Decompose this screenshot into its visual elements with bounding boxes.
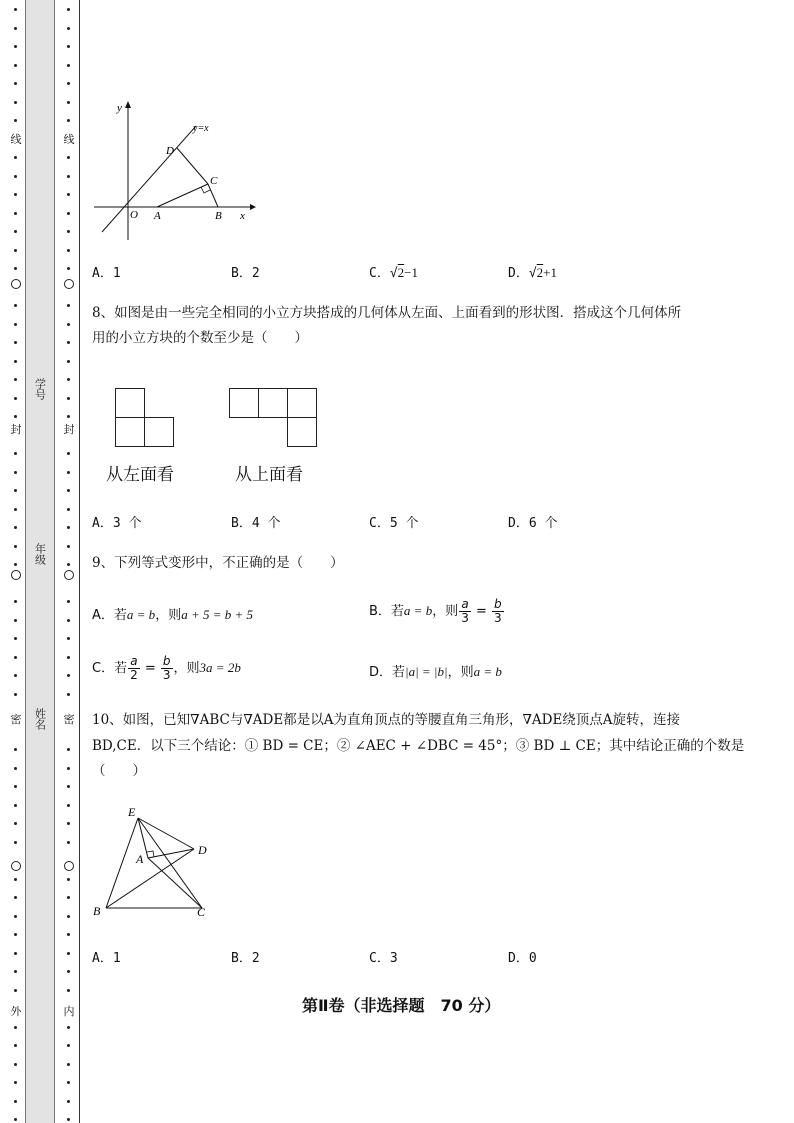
margin-dot	[14, 693, 17, 696]
margin-dot	[67, 360, 70, 363]
margin-rule	[79, 0, 80, 1123]
margin-mark: 封	[10, 423, 22, 436]
margin-dot	[14, 767, 17, 770]
margin-dot	[67, 748, 70, 751]
margin-dot	[14, 822, 17, 825]
margin-dot	[14, 600, 17, 603]
q10-stem-line3: （ ）	[92, 763, 146, 779]
q8-top-view-caption: 从上面看	[235, 465, 303, 485]
margin-dot	[67, 230, 70, 233]
student-id-label: 学号	[33, 378, 47, 400]
margin-dot	[14, 82, 17, 85]
margin-dot	[14, 915, 17, 918]
margin-mark: 密	[10, 713, 22, 726]
margin-mark: 内	[63, 1005, 75, 1018]
margin-ring-icon	[11, 279, 21, 289]
margin-dot	[67, 452, 70, 455]
margin-dot	[14, 841, 17, 844]
sqrt-icon: √	[389, 266, 398, 281]
margin-dot	[67, 1081, 70, 1084]
q10-stem-line2: BD,CE．以下三个结论：① BD = CE；② ∠AEC + ∠DBC = 45°；③ BD ⊥ CE；其中结论正确的个数是	[92, 738, 745, 754]
margin-dot	[67, 878, 70, 881]
margin-dot	[14, 101, 17, 104]
margin-dot	[67, 82, 70, 85]
margin-ring-icon	[64, 279, 74, 289]
margin-dot	[67, 378, 70, 381]
point-b-label: B	[215, 210, 222, 222]
margin-dot	[14, 619, 17, 622]
q7-option-d[interactable]: D．√2+1	[508, 265, 557, 281]
sqrt-icon: √	[528, 266, 537, 281]
margin-dot	[67, 637, 70, 640]
margin-dot	[67, 156, 70, 159]
margin-dot	[14, 378, 17, 381]
q10-option-d[interactable]: D．0	[508, 951, 537, 966]
margin-dot	[67, 619, 70, 622]
margin-dot	[67, 397, 70, 400]
margin-dot	[14, 989, 17, 992]
margin-dot	[67, 600, 70, 603]
margin-dot	[67, 989, 70, 992]
margin-ring-icon	[11, 570, 21, 580]
grade-label: 年级	[33, 543, 47, 565]
margin-dot	[14, 304, 17, 307]
margin-dot	[14, 341, 17, 344]
margin-dot	[67, 767, 70, 770]
q7-option-b[interactable]: B．2	[231, 266, 260, 281]
margin-dot	[67, 1100, 70, 1103]
margin-dot	[14, 545, 17, 548]
point-a-label: A	[154, 210, 161, 222]
margin-dot	[14, 563, 17, 566]
margin-mark: 线	[10, 133, 22, 146]
margin-dot	[14, 452, 17, 455]
point-e-label: E	[128, 805, 136, 819]
q8-left-view	[115, 388, 177, 450]
q9-option-b[interactable]: B．若a = b，则 $\frac{a}{3}$ = $\frac{b}{3}$	[369, 597, 502, 625]
q10-stem-line1: 10、如图，已知∇ABC与∇ADE都是以A为直角顶点的等腰直角三角形，∇ADE绕顶点A旋转，连接	[92, 712, 681, 728]
margin-dot	[14, 674, 17, 677]
margin-dot	[14, 230, 17, 233]
margin-dot	[14, 175, 17, 178]
margin-dot	[14, 526, 17, 529]
margin-ring-icon	[64, 861, 74, 871]
margin-mark: 封	[63, 423, 75, 436]
q10-triangle-figure	[92, 804, 222, 922]
margin-dot	[14, 1044, 17, 1047]
margin-dot	[67, 804, 70, 807]
margin-dot	[67, 841, 70, 844]
q8-option-c[interactable]: C．5 个	[369, 516, 419, 531]
margin-dot	[67, 526, 70, 529]
margin-dot	[14, 952, 17, 955]
margin-dot	[67, 785, 70, 788]
margin-dot	[14, 397, 17, 400]
q8-option-b[interactable]: B．4 个	[231, 516, 281, 531]
margin-dot	[67, 64, 70, 67]
margin-mark: 线	[63, 133, 75, 146]
q8-top-view	[229, 388, 321, 450]
margin-dot	[14, 193, 17, 196]
margin-dot	[14, 1081, 17, 1084]
margin-dot	[67, 27, 70, 30]
q10-option-a[interactable]: A．1	[92, 951, 121, 966]
q10-option-c[interactable]: C．3	[369, 951, 398, 966]
q7-option-a[interactable]: A．1	[92, 266, 121, 281]
q8-option-a[interactable]: A．3 个	[92, 516, 142, 531]
margin-dot	[67, 822, 70, 825]
margin-dot	[14, 637, 17, 640]
q7-coordinate-figure	[92, 96, 262, 246]
margin-dot	[67, 1063, 70, 1066]
inner-dot-column	[63, 0, 75, 1123]
q7-option-c[interactable]: C．√2−1	[369, 265, 418, 281]
margin-dot	[67, 175, 70, 178]
margin-dot	[14, 212, 17, 215]
margin-dot	[67, 304, 70, 307]
point-d-label: D	[166, 145, 174, 157]
margin-dot	[67, 341, 70, 344]
margin-dot	[14, 156, 17, 159]
margin-dot	[67, 896, 70, 899]
margin-dot	[14, 1100, 17, 1103]
margin-dot	[14, 249, 17, 252]
margin-dot	[14, 656, 17, 659]
margin-dot	[67, 1026, 70, 1029]
margin-dot	[67, 415, 70, 418]
section-title: 第Ⅱ卷（非选择题 70 分）	[302, 996, 501, 1015]
margin-dot	[67, 8, 70, 11]
margin-dot	[67, 119, 70, 122]
x-axis-label: x	[240, 210, 245, 222]
margin-dot	[67, 970, 70, 973]
margin-dot	[14, 748, 17, 751]
line-label: y=x	[193, 123, 209, 134]
point-c-label: C	[197, 905, 206, 919]
margin-dot	[14, 785, 17, 788]
q9-option-a[interactable]: A．若a = b，则a + 5 = b + 5	[92, 607, 254, 623]
y-axis-label: y	[117, 102, 122, 114]
margin-dot	[14, 119, 17, 122]
margin-dot	[14, 878, 17, 881]
margin-dot	[14, 323, 17, 326]
q10-option-b[interactable]: B．2	[231, 951, 260, 966]
q9-stem: 9、下列等式变形中，不正确的是（ ）	[92, 555, 344, 571]
point-b-label: B	[93, 904, 101, 918]
point-c-label: C	[210, 175, 218, 187]
q9-option-c[interactable]: C．若 $\frac{a}{2}$ = $\frac{b}{3}$ ，则3a = 2b	[92, 654, 241, 682]
margin-dot	[67, 952, 70, 955]
margin-dot	[14, 804, 17, 807]
margin-dot	[14, 933, 17, 936]
margin-dot	[14, 415, 17, 418]
margin-dot	[14, 896, 17, 899]
margin-dot	[67, 508, 70, 511]
margin-dot	[67, 267, 70, 270]
margin-dot	[14, 64, 17, 67]
margin-dot	[67, 1044, 70, 1047]
margin-ring-icon	[11, 861, 21, 871]
q9-option-d[interactable]: D．若|a| = |b|，则a = b	[369, 664, 502, 680]
point-d-label: D	[198, 843, 207, 857]
student-info-strip	[25, 0, 55, 1123]
margin-dot	[14, 1118, 17, 1121]
margin-dot	[14, 508, 17, 511]
margin-dot	[67, 489, 70, 492]
margin-dot	[67, 693, 70, 696]
margin-dot	[14, 27, 17, 30]
margin-dot	[14, 8, 17, 11]
q8-stem-line1: 8、如图是由一些完全相同的小立方块搭成的几何体从左面、上面看到的形状图．搭成这个几何体所	[92, 305, 682, 321]
point-a-label: A	[136, 852, 144, 866]
outer-dot-column	[10, 0, 22, 1123]
margin-dot	[14, 45, 17, 48]
margin-mark: 密	[63, 713, 75, 726]
margin-dot	[67, 656, 70, 659]
q8-stem-line2: 用的小立方块的个数至少是（ ）	[92, 330, 308, 346]
margin-dot	[14, 970, 17, 973]
margin-dot	[14, 471, 17, 474]
margin-dot	[67, 915, 70, 918]
margin-dot	[14, 267, 17, 270]
margin-dot	[67, 471, 70, 474]
margin-dot	[14, 1026, 17, 1029]
margin-dot	[67, 674, 70, 677]
q8-left-view-caption: 从左面看	[106, 465, 174, 485]
margin-dot	[14, 1063, 17, 1066]
margin-dot	[67, 563, 70, 566]
margin-dot	[67, 545, 70, 548]
margin-dot	[14, 489, 17, 492]
origin-label: O	[130, 209, 138, 221]
margin-dot	[67, 1118, 70, 1121]
name-label: 姓名	[33, 708, 47, 730]
margin-dot	[67, 933, 70, 936]
margin-dot	[14, 360, 17, 363]
margin-dot	[67, 323, 70, 326]
margin-dot	[67, 212, 70, 215]
margin-ring-icon	[64, 570, 74, 580]
q8-option-d[interactable]: D．6 个	[508, 516, 558, 531]
margin-dot	[67, 101, 70, 104]
margin-dot	[67, 45, 70, 48]
margin-dot	[67, 249, 70, 252]
margin-dot	[67, 193, 70, 196]
margin-mark: 外	[10, 1005, 22, 1018]
